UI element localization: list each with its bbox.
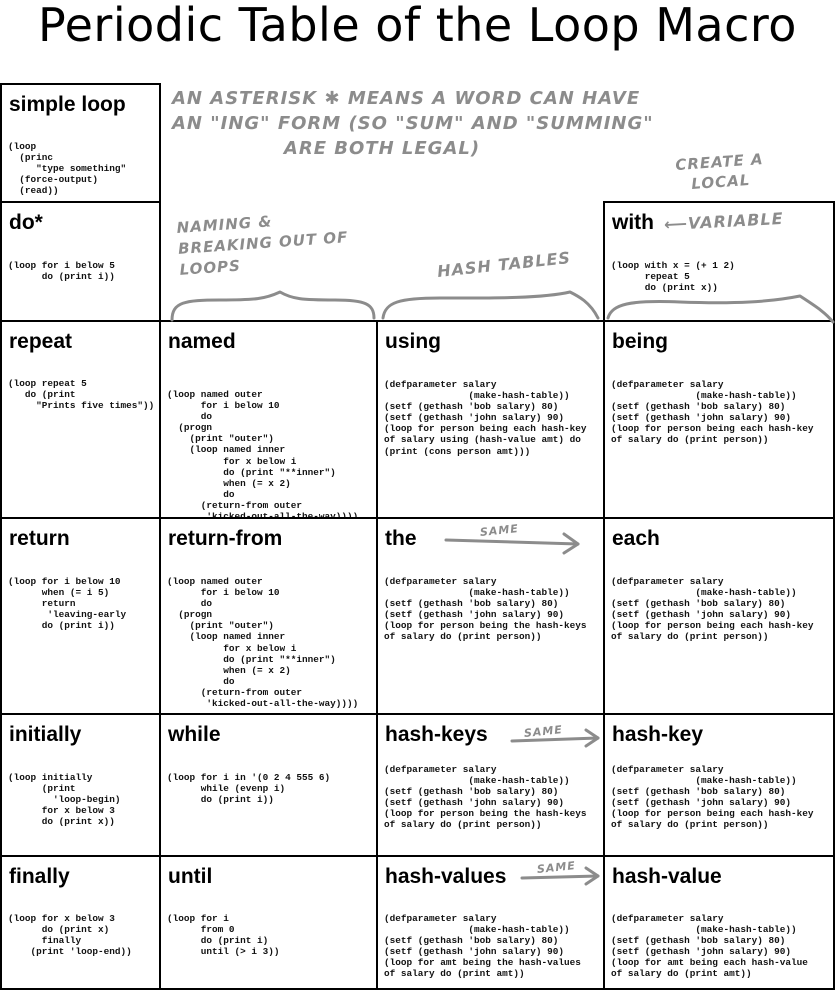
code-snippet: (loop named outer for i below 10 do (progn (print "outer") (loop named inner for x below i do (print "**inner") when (= x 2) do (return-from outer 'kicked-out-all-the-way)))): [167, 576, 359, 710]
cell-hash-value: [603, 855, 835, 990]
cell-name: using: [385, 330, 441, 353]
cell-name: named: [168, 330, 236, 353]
cell-the: [376, 517, 605, 715]
cell-name: return-from: [168, 527, 283, 550]
cell-finally: [0, 855, 161, 990]
cell-name: with: [612, 211, 654, 234]
cell-name: initially: [9, 723, 82, 746]
cell-each: [603, 517, 835, 715]
code-snippet: (defparameter salary (make-hash-table)) (setf (gethash 'bob salary) 80) (setf (gethash 'john salary) 90) (loop for person being each hash-key of salary do (print person)): [611, 764, 814, 831]
cell-initially: [0, 713, 161, 857]
cell-until: [159, 855, 378, 990]
cell-name: hash-value: [612, 865, 722, 888]
code-snippet: (loop with x = (+ 1 2) repeat 5 do (print x)): [611, 260, 735, 294]
cell-name: hash-values: [385, 865, 507, 888]
code-snippet: (loop initially (print 'loop-begin) for x below 3 do (print x)): [8, 772, 121, 828]
cell-named: [159, 320, 378, 519]
cell-hash-keys: [376, 713, 605, 857]
code-snippet: (loop for x below 3 do (print x) finally (print 'loop-end)): [8, 913, 132, 958]
cell-name: repeat: [9, 330, 73, 353]
code-snippet: (loop for i below 5 do (print i)): [8, 260, 115, 283]
code-snippet: (loop for i from 0 do (print i) until (> i 3)): [167, 913, 280, 958]
code-snippet: (defparameter salary (make-hash-table)) (setf (gethash 'bob salary) 80) (setf (gethash 'john salary) 90) (loop for person being each hash-key of salary do (print person)): [611, 379, 814, 446]
naming-brace: [172, 292, 374, 320]
code-snippet: (loop for i in '(0 2 4 555 6) while (evenp i) do (print i)): [167, 772, 331, 806]
page-title: Periodic Table of the Loop Macro: [38, 0, 797, 52]
local-label: CREATE A LOCAL: [674, 149, 765, 194]
cell-return: [0, 517, 161, 715]
cell-do: [0, 201, 161, 322]
code-snippet: (defparameter salary (make-hash-table)) (setf (gethash 'bob salary) 80) (setf (gethash 'john salary) 90) (loop for amt being each hash-value of salary do (print amt)): [611, 913, 808, 980]
code-snippet: (loop for i below 10 when (= i 5) return 'leaving-early do (print i)): [8, 576, 127, 632]
cell-name: do*: [9, 211, 43, 234]
code-snippet: (defparameter salary (make-hash-table)) (setf (gethash 'bob salary) 80) (setf (gethash 'john salary) 90) (loop for person being each hash-key of salary using (hash-value amt) do (print (cons person amt))): [384, 379, 587, 457]
cell-using: [376, 320, 605, 519]
cell-while: [159, 713, 378, 857]
cell-simple-loop: [0, 83, 161, 203]
asterisk-note: AN ASTERISK ✱ MEANS A WORD CAN HAVE AN "ING" FORM (SO "SUM" AND "SUMMING" ARE BOTH LEGAL): [172, 88, 654, 159]
cell-name: finally: [9, 865, 70, 888]
code-snippet: (defparameter salary (make-hash-table)) (setf (gethash 'bob salary) 80) (setf (gethash 'john salary) 90) (loop for person being the hash-keys of salary do (print person)): [384, 764, 587, 831]
cell-hash-key: [603, 713, 835, 857]
same-label-hash-keys: SAME: [523, 723, 564, 741]
code-snippet: (loop (princ "type something" (force-output) (read)): [8, 141, 127, 197]
code-snippet: (defparameter salary (make-hash-table)) (setf (gethash 'bob salary) 80) (setf (gethash 'john salary) 90) (loop for amt being the hash-values of salary do (print amt)): [384, 913, 581, 980]
cell-name: simple loop: [9, 93, 126, 116]
same-label-hash-values: SAME: [536, 859, 577, 877]
code-snippet: (loop named outer for i below 10 do (progn (print "outer") (loop named inner for x below i do (print "**inner") when (= x 2) do (return-from outer: [167, 389, 336, 511]
cell-hash-values: [376, 855, 605, 990]
hash-brace: [383, 292, 598, 318]
cell-name: hash-key: [612, 723, 704, 746]
cell-name: while: [168, 723, 221, 746]
variable-label: ⟵VARIABLE: [663, 208, 784, 235]
cell-name: being: [612, 330, 668, 353]
cell-name: return: [9, 527, 70, 550]
hash-tables-label: HASH TABLES: [436, 248, 572, 281]
cell-repeat: [0, 320, 161, 519]
cell-return-from: [159, 517, 378, 715]
code-snippet: (defparameter salary (make-hash-table)) (setf (gethash 'bob salary) 80) (setf (gethash 'john salary) 90) (loop for person being the hash-keys of salary do (print person)): [384, 576, 587, 643]
code-snippet: (defparameter salary (make-hash-table)) (setf (gethash 'bob salary) 80) (setf (gethash 'john salary) 90) (loop for person being each hash-key of salary do (print person)): [611, 576, 814, 643]
cell-name: until: [168, 865, 213, 888]
cell-name: each: [612, 527, 660, 550]
naming-label: NAMING & BREAKING OUT OF LOOPS: [176, 212, 349, 279]
cell-being: [603, 320, 835, 519]
code-snippet: (loop repeat 5 do (print "Prints five times")): [8, 378, 155, 412]
cell-name: the: [385, 527, 417, 550]
cell-name: hash-keys: [385, 723, 488, 746]
same-label-the: SAME: [479, 522, 520, 540]
